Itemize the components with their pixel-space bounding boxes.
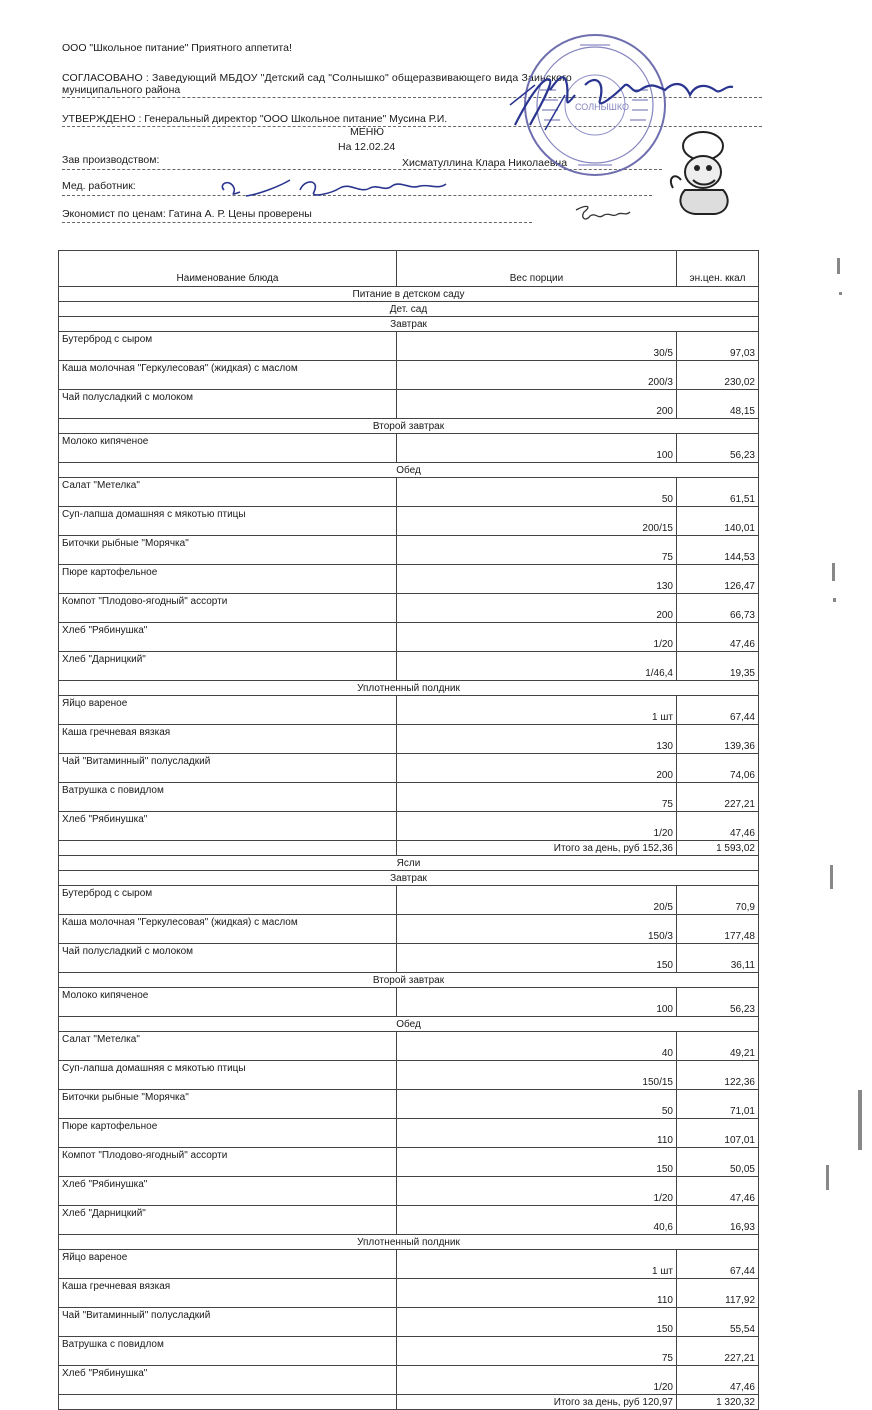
medic-label: Мед. работник: xyxy=(62,180,136,192)
dish-name: Хлеб "Рябинушка" xyxy=(59,812,397,827)
dish-value-spacer xyxy=(59,958,397,973)
table-row xyxy=(59,594,759,609)
table-row xyxy=(59,886,759,901)
dish-name-spacer xyxy=(397,390,677,405)
dish-value-spacer xyxy=(59,1322,397,1337)
dish-name-spacer xyxy=(397,536,677,551)
dish-name-spacer xyxy=(397,725,677,740)
menu-title: МЕНЮ xyxy=(350,126,384,138)
dish-kcal: 47,46 xyxy=(677,826,759,841)
dish-weight: 200 xyxy=(397,768,677,783)
dish-value-spacer xyxy=(59,710,397,725)
dish-name-spacer xyxy=(677,1366,759,1381)
dish-name: Молоко кипяченое xyxy=(59,988,397,1003)
dish-weight: 40 xyxy=(397,1046,677,1061)
dish-weight: 75 xyxy=(397,797,677,812)
dish-value-spacer xyxy=(59,579,397,594)
dish-name: Пюре картофельное xyxy=(59,1119,397,1134)
dish-name: Чай полусладкий с молоком xyxy=(59,390,397,405)
dish-name-spacer xyxy=(397,623,677,638)
dish-value-spacer xyxy=(59,1264,397,1279)
table-row xyxy=(59,1061,759,1076)
table-row xyxy=(59,478,759,493)
dish-value-spacer xyxy=(59,550,397,565)
dish-name-spacer xyxy=(677,434,759,449)
dish-name-spacer xyxy=(397,332,677,347)
dish-kcal: 67,44 xyxy=(677,710,759,725)
table-row xyxy=(59,390,759,405)
dish-name-spacer xyxy=(397,988,677,1003)
table-row xyxy=(59,1177,759,1192)
dish-kcal: 122,36 xyxy=(677,1075,759,1090)
table-row xyxy=(59,1250,759,1265)
dish-weight: 110 xyxy=(397,1293,677,1308)
table-row xyxy=(59,725,759,740)
dish-value-spacer xyxy=(59,929,397,944)
menu-table xyxy=(58,250,759,1410)
dish-weight: 1/20 xyxy=(397,826,677,841)
total-row xyxy=(59,841,759,856)
medic-signature xyxy=(210,170,450,204)
dish-name-spacer xyxy=(677,1032,759,1047)
dish-name-spacer xyxy=(677,1177,759,1192)
dish-kcal: 49,21 xyxy=(677,1046,759,1061)
dish-kcal: 227,21 xyxy=(677,797,759,812)
dish-value-spacer xyxy=(59,346,397,361)
total-label: Итого за день, руб 120,97 xyxy=(397,1395,677,1410)
dish-name-spacer xyxy=(397,1308,677,1323)
dish-name-spacer xyxy=(397,1061,677,1076)
production-label: Зав производством: xyxy=(62,154,160,166)
dish-name-spacer xyxy=(677,652,759,667)
table-row xyxy=(59,1366,759,1381)
dish-weight: 75 xyxy=(397,1351,677,1366)
dish-name-spacer xyxy=(677,1206,759,1221)
dish-weight: 75 xyxy=(397,550,677,565)
table-row xyxy=(59,623,759,638)
dish-name-spacer xyxy=(677,390,759,405)
dish-kcal: 97,03 xyxy=(677,346,759,361)
dish-kcal: 74,06 xyxy=(677,768,759,783)
table-row xyxy=(59,1148,759,1163)
meal-header: Уплотненный полдник xyxy=(59,1235,759,1250)
dish-value-spacer xyxy=(59,826,397,841)
dish-name-spacer xyxy=(397,652,677,667)
table-row xyxy=(59,1308,759,1323)
dish-kcal: 71,01 xyxy=(677,1104,759,1119)
dish-weight: 1/20 xyxy=(397,637,677,652)
dish-kcal: 47,46 xyxy=(677,1191,759,1206)
dish-kcal: 144,53 xyxy=(677,550,759,565)
dish-name: Молоко кипяченое xyxy=(59,434,397,449)
meal-header: Второй завтрак xyxy=(59,973,759,988)
table-row xyxy=(59,783,759,798)
dish-kcal: 16,93 xyxy=(677,1220,759,1235)
dish-name-spacer xyxy=(677,1308,759,1323)
dish-weight: 30/5 xyxy=(397,346,677,361)
dish-weight: 200 xyxy=(397,404,677,419)
dish-name-spacer xyxy=(397,1177,677,1192)
dish-kcal: 230,02 xyxy=(677,375,759,390)
dish-name: Чай "Витаминный" полусладкий xyxy=(59,1308,397,1323)
dish-name-spacer xyxy=(397,1250,677,1265)
table-row xyxy=(59,361,759,376)
dish-name: Каша молочная "Геркулесовая" (жидкая) с маслом xyxy=(59,915,397,930)
svg-text:СОЛНЫШКО: СОЛНЫШКО xyxy=(575,102,629,112)
dish-value-spacer xyxy=(59,375,397,390)
dish-name-spacer xyxy=(677,565,759,580)
dish-kcal: 61,51 xyxy=(677,492,759,507)
dish-weight: 1/46,4 xyxy=(397,666,677,681)
dish-weight: 150 xyxy=(397,1322,677,1337)
dish-kcal: 56,23 xyxy=(677,1002,759,1017)
table-row xyxy=(59,1279,759,1294)
total-row xyxy=(59,1395,759,1410)
cook-mascot-icon xyxy=(665,128,743,218)
dish-kcal: 47,46 xyxy=(677,637,759,652)
dish-name-spacer xyxy=(677,1090,759,1105)
dish-name-spacer xyxy=(677,1279,759,1294)
table-row xyxy=(59,812,759,827)
dish-name-spacer xyxy=(677,886,759,901)
dish-name-spacer xyxy=(397,696,677,711)
dish-name-spacer xyxy=(677,594,759,609)
group-header: Дет. сад xyxy=(59,302,759,317)
dish-kcal: 56,23 xyxy=(677,448,759,463)
total-spacer xyxy=(59,1395,397,1410)
table-row xyxy=(59,434,759,449)
table-row xyxy=(59,507,759,522)
dish-name: Салат "Метелка" xyxy=(59,1032,397,1047)
dish-weight: 50 xyxy=(397,492,677,507)
dish-name: Яйцо вареное xyxy=(59,696,397,711)
company-line: ООО "Школьное питание" Приятного аппетита! xyxy=(62,42,292,54)
dish-name-spacer xyxy=(397,1032,677,1047)
dish-value-spacer xyxy=(59,404,397,419)
dish-weight: 40,6 xyxy=(397,1220,677,1235)
dish-name-spacer xyxy=(397,434,677,449)
total-spacer xyxy=(59,841,397,856)
agreed-line-1: СОГЛАСОВАНО : Заведующий МБДОУ "Детский сад "Солнышко" общеразвивающего вида Заинского xyxy=(62,72,572,84)
dish-weight: 200 xyxy=(397,608,677,623)
dish-name-spacer xyxy=(397,1337,677,1352)
table-row xyxy=(59,536,759,551)
table-row xyxy=(59,1032,759,1047)
table-row xyxy=(59,944,759,959)
meal-header: Уплотненный полдник xyxy=(59,681,759,696)
dish-value-spacer xyxy=(59,492,397,507)
dish-name-spacer xyxy=(397,754,677,769)
table-row xyxy=(59,696,759,711)
dish-weight: 100 xyxy=(397,1002,677,1017)
dish-name-spacer xyxy=(397,1366,677,1381)
dish-value-spacer xyxy=(59,1002,397,1017)
dish-name-spacer xyxy=(397,944,677,959)
dish-name-spacer xyxy=(677,536,759,551)
dish-name: Ватрушка с повидлом xyxy=(59,1337,397,1352)
dish-value-spacer xyxy=(59,768,397,783)
meal-header: Завтрак xyxy=(59,871,759,886)
dish-value-spacer xyxy=(59,739,397,754)
dish-name-spacer xyxy=(677,623,759,638)
dish-value-spacer xyxy=(59,521,397,536)
dish-value-spacer xyxy=(59,1351,397,1366)
dish-weight: 200/3 xyxy=(397,375,677,390)
dish-kcal: 50,05 xyxy=(677,1162,759,1177)
dish-kcal: 139,36 xyxy=(677,739,759,754)
table-row xyxy=(59,1119,759,1134)
dish-name: Чай "Витаминный" полусладкий xyxy=(59,754,397,769)
dish-name: Хлеб "Рябинушка" xyxy=(59,1366,397,1381)
dish-name: Биточки рыбные "Морячка" xyxy=(59,536,397,551)
dish-weight: 20/5 xyxy=(397,900,677,915)
dish-value-spacer xyxy=(59,1046,397,1061)
dish-value-spacer xyxy=(59,448,397,463)
table-row xyxy=(59,652,759,667)
dish-name-spacer xyxy=(677,1250,759,1265)
dish-weight: 150 xyxy=(397,958,677,973)
table-row xyxy=(59,332,759,347)
dish-weight: 130 xyxy=(397,739,677,754)
dish-value-spacer xyxy=(59,900,397,915)
dish-name-spacer xyxy=(397,886,677,901)
dish-value-spacer xyxy=(59,637,397,652)
dish-value-spacer xyxy=(59,1380,397,1395)
dish-kcal: 19,35 xyxy=(677,666,759,681)
dish-name: Пюре картофельное xyxy=(59,565,397,580)
dish-name-spacer xyxy=(677,944,759,959)
dish-name-spacer xyxy=(677,1119,759,1134)
dish-name-spacer xyxy=(677,507,759,522)
dish-value-spacer xyxy=(59,1220,397,1235)
dish-kcal: 227,21 xyxy=(677,1351,759,1366)
dish-name: Яйцо вареное xyxy=(59,1250,397,1265)
dish-name-spacer xyxy=(397,1119,677,1134)
dish-value-spacer xyxy=(59,797,397,812)
dish-name: Компот "Плодово-ягодный" ассорти xyxy=(59,1148,397,1163)
economist-line: Экономист по ценам: Гатина А. Р. Цены проверены xyxy=(62,208,312,220)
dish-name-spacer xyxy=(397,783,677,798)
total-kcal: 1 320,32 xyxy=(677,1395,759,1410)
dish-value-spacer xyxy=(59,1293,397,1308)
dish-kcal: 117,92 xyxy=(677,1293,759,1308)
dish-name: Компот "Плодово-ягодный" ассорти xyxy=(59,594,397,609)
table-row xyxy=(59,565,759,580)
column-header-name: Наименование блюда xyxy=(59,251,397,287)
dish-kcal: 140,01 xyxy=(677,521,759,536)
dish-name: Каша гречневая вязкая xyxy=(59,725,397,740)
meal-header: Завтрак xyxy=(59,317,759,332)
dish-name: Салат "Метелка" xyxy=(59,478,397,493)
dish-name-spacer xyxy=(677,1337,759,1352)
dish-value-spacer xyxy=(59,666,397,681)
dish-name-spacer xyxy=(677,1061,759,1076)
dish-name-spacer xyxy=(397,915,677,930)
dish-name-spacer xyxy=(397,1206,677,1221)
meal-header: Второй завтрак xyxy=(59,419,759,434)
table-row xyxy=(59,1090,759,1105)
dish-weight: 150 xyxy=(397,1162,677,1177)
dish-kcal: 66,73 xyxy=(677,608,759,623)
dish-weight: 1 шт xyxy=(397,1264,677,1279)
dish-name-spacer xyxy=(397,478,677,493)
dish-kcal: 55,54 xyxy=(677,1322,759,1337)
dish-kcal: 36,11 xyxy=(677,958,759,973)
dish-name-spacer xyxy=(397,361,677,376)
dish-weight: 130 xyxy=(397,579,677,594)
dish-name: Хлеб "Дарницкий" xyxy=(59,1206,397,1221)
dish-kcal: 126,47 xyxy=(677,579,759,594)
dish-weight: 150/15 xyxy=(397,1075,677,1090)
dish-name: Хлеб "Рябинушка" xyxy=(59,623,397,638)
agreed-line-2: муниципального района xyxy=(62,84,181,96)
dish-value-spacer xyxy=(59,1162,397,1177)
table-row xyxy=(59,1337,759,1352)
table-row xyxy=(59,754,759,769)
dish-name: Суп-лапша домашняя с мякотью птицы xyxy=(59,1061,397,1076)
dish-name-spacer xyxy=(677,754,759,769)
dish-value-spacer xyxy=(59,1104,397,1119)
economist-signature xyxy=(572,200,632,230)
dish-value-spacer xyxy=(59,608,397,623)
dish-name-spacer xyxy=(397,594,677,609)
meal-header: Обед xyxy=(59,1017,759,1032)
dish-weight: 200/15 xyxy=(397,521,677,536)
dish-kcal: 177,48 xyxy=(677,929,759,944)
dish-kcal: 48,15 xyxy=(677,404,759,419)
dish-name-spacer xyxy=(677,725,759,740)
dish-kcal: 47,46 xyxy=(677,1380,759,1395)
dish-name-spacer xyxy=(397,1090,677,1105)
table-title: Питание в детском саду xyxy=(59,287,759,302)
dish-name-spacer xyxy=(397,1148,677,1163)
dish-name-spacer xyxy=(677,812,759,827)
column-header-weight: Вес порции xyxy=(397,251,677,287)
production-name: Хисматуллина Клара Николаевна xyxy=(402,157,568,169)
menu-date: На 12.02.24 xyxy=(338,141,396,153)
dish-weight: 110 xyxy=(397,1133,677,1148)
dish-name: Чай полусладкий с молоком xyxy=(59,944,397,959)
dish-name-spacer xyxy=(677,696,759,711)
dish-name-spacer xyxy=(677,1148,759,1163)
table-row xyxy=(59,915,759,930)
dish-name-spacer xyxy=(677,361,759,376)
dish-name-spacer xyxy=(677,478,759,493)
dish-name: Бутерброд с сыром xyxy=(59,332,397,347)
dish-weight: 1/20 xyxy=(397,1380,677,1395)
dish-name: Хлеб "Рябинушка" xyxy=(59,1177,397,1192)
column-header-kcal: эн.цен. ккал xyxy=(677,251,759,287)
dish-name: Ватрушка с повидлом xyxy=(59,783,397,798)
dish-weight: 1 шт xyxy=(397,710,677,725)
dish-name-spacer xyxy=(397,507,677,522)
dish-weight: 1/20 xyxy=(397,1191,677,1206)
dish-kcal: 67,44 xyxy=(677,1264,759,1279)
table-row xyxy=(59,988,759,1003)
dish-name-spacer xyxy=(677,332,759,347)
meal-header: Обед xyxy=(59,463,759,478)
dish-name: Каша гречневая вязкая xyxy=(59,1279,397,1294)
dish-name: Биточки рыбные "Морячка" xyxy=(59,1090,397,1105)
dish-weight: 150/3 xyxy=(397,929,677,944)
dish-name-spacer xyxy=(397,565,677,580)
dish-weight: 50 xyxy=(397,1104,677,1119)
group-header: Ясли xyxy=(59,856,759,871)
approved-line: УТВЕРЖДЕНО : Генеральный директор "ООО Школьное питание" Мусина Р.И. xyxy=(62,113,448,125)
total-kcal: 1 593,02 xyxy=(677,841,759,856)
dish-name: Суп-лапша домашняя с мякотью птицы xyxy=(59,507,397,522)
dish-weight: 100 xyxy=(397,448,677,463)
dish-name-spacer xyxy=(677,915,759,930)
total-label: Итого за день, руб 152,36 xyxy=(397,841,677,856)
dish-name-spacer xyxy=(397,1279,677,1294)
dish-value-spacer xyxy=(59,1191,397,1206)
dish-kcal: 70,9 xyxy=(677,900,759,915)
dish-kcal: 107,01 xyxy=(677,1133,759,1148)
dish-name: Каша молочная "Геркулесовая" (жидкая) с маслом xyxy=(59,361,397,376)
dish-name-spacer xyxy=(677,988,759,1003)
dish-name: Хлеб "Дарницкий" xyxy=(59,652,397,667)
dish-value-spacer xyxy=(59,1133,397,1148)
dish-name-spacer xyxy=(397,812,677,827)
dish-name: Бутерброд с сыром xyxy=(59,886,397,901)
table-row xyxy=(59,1206,759,1221)
dish-name-spacer xyxy=(677,783,759,798)
dish-value-spacer xyxy=(59,1075,397,1090)
